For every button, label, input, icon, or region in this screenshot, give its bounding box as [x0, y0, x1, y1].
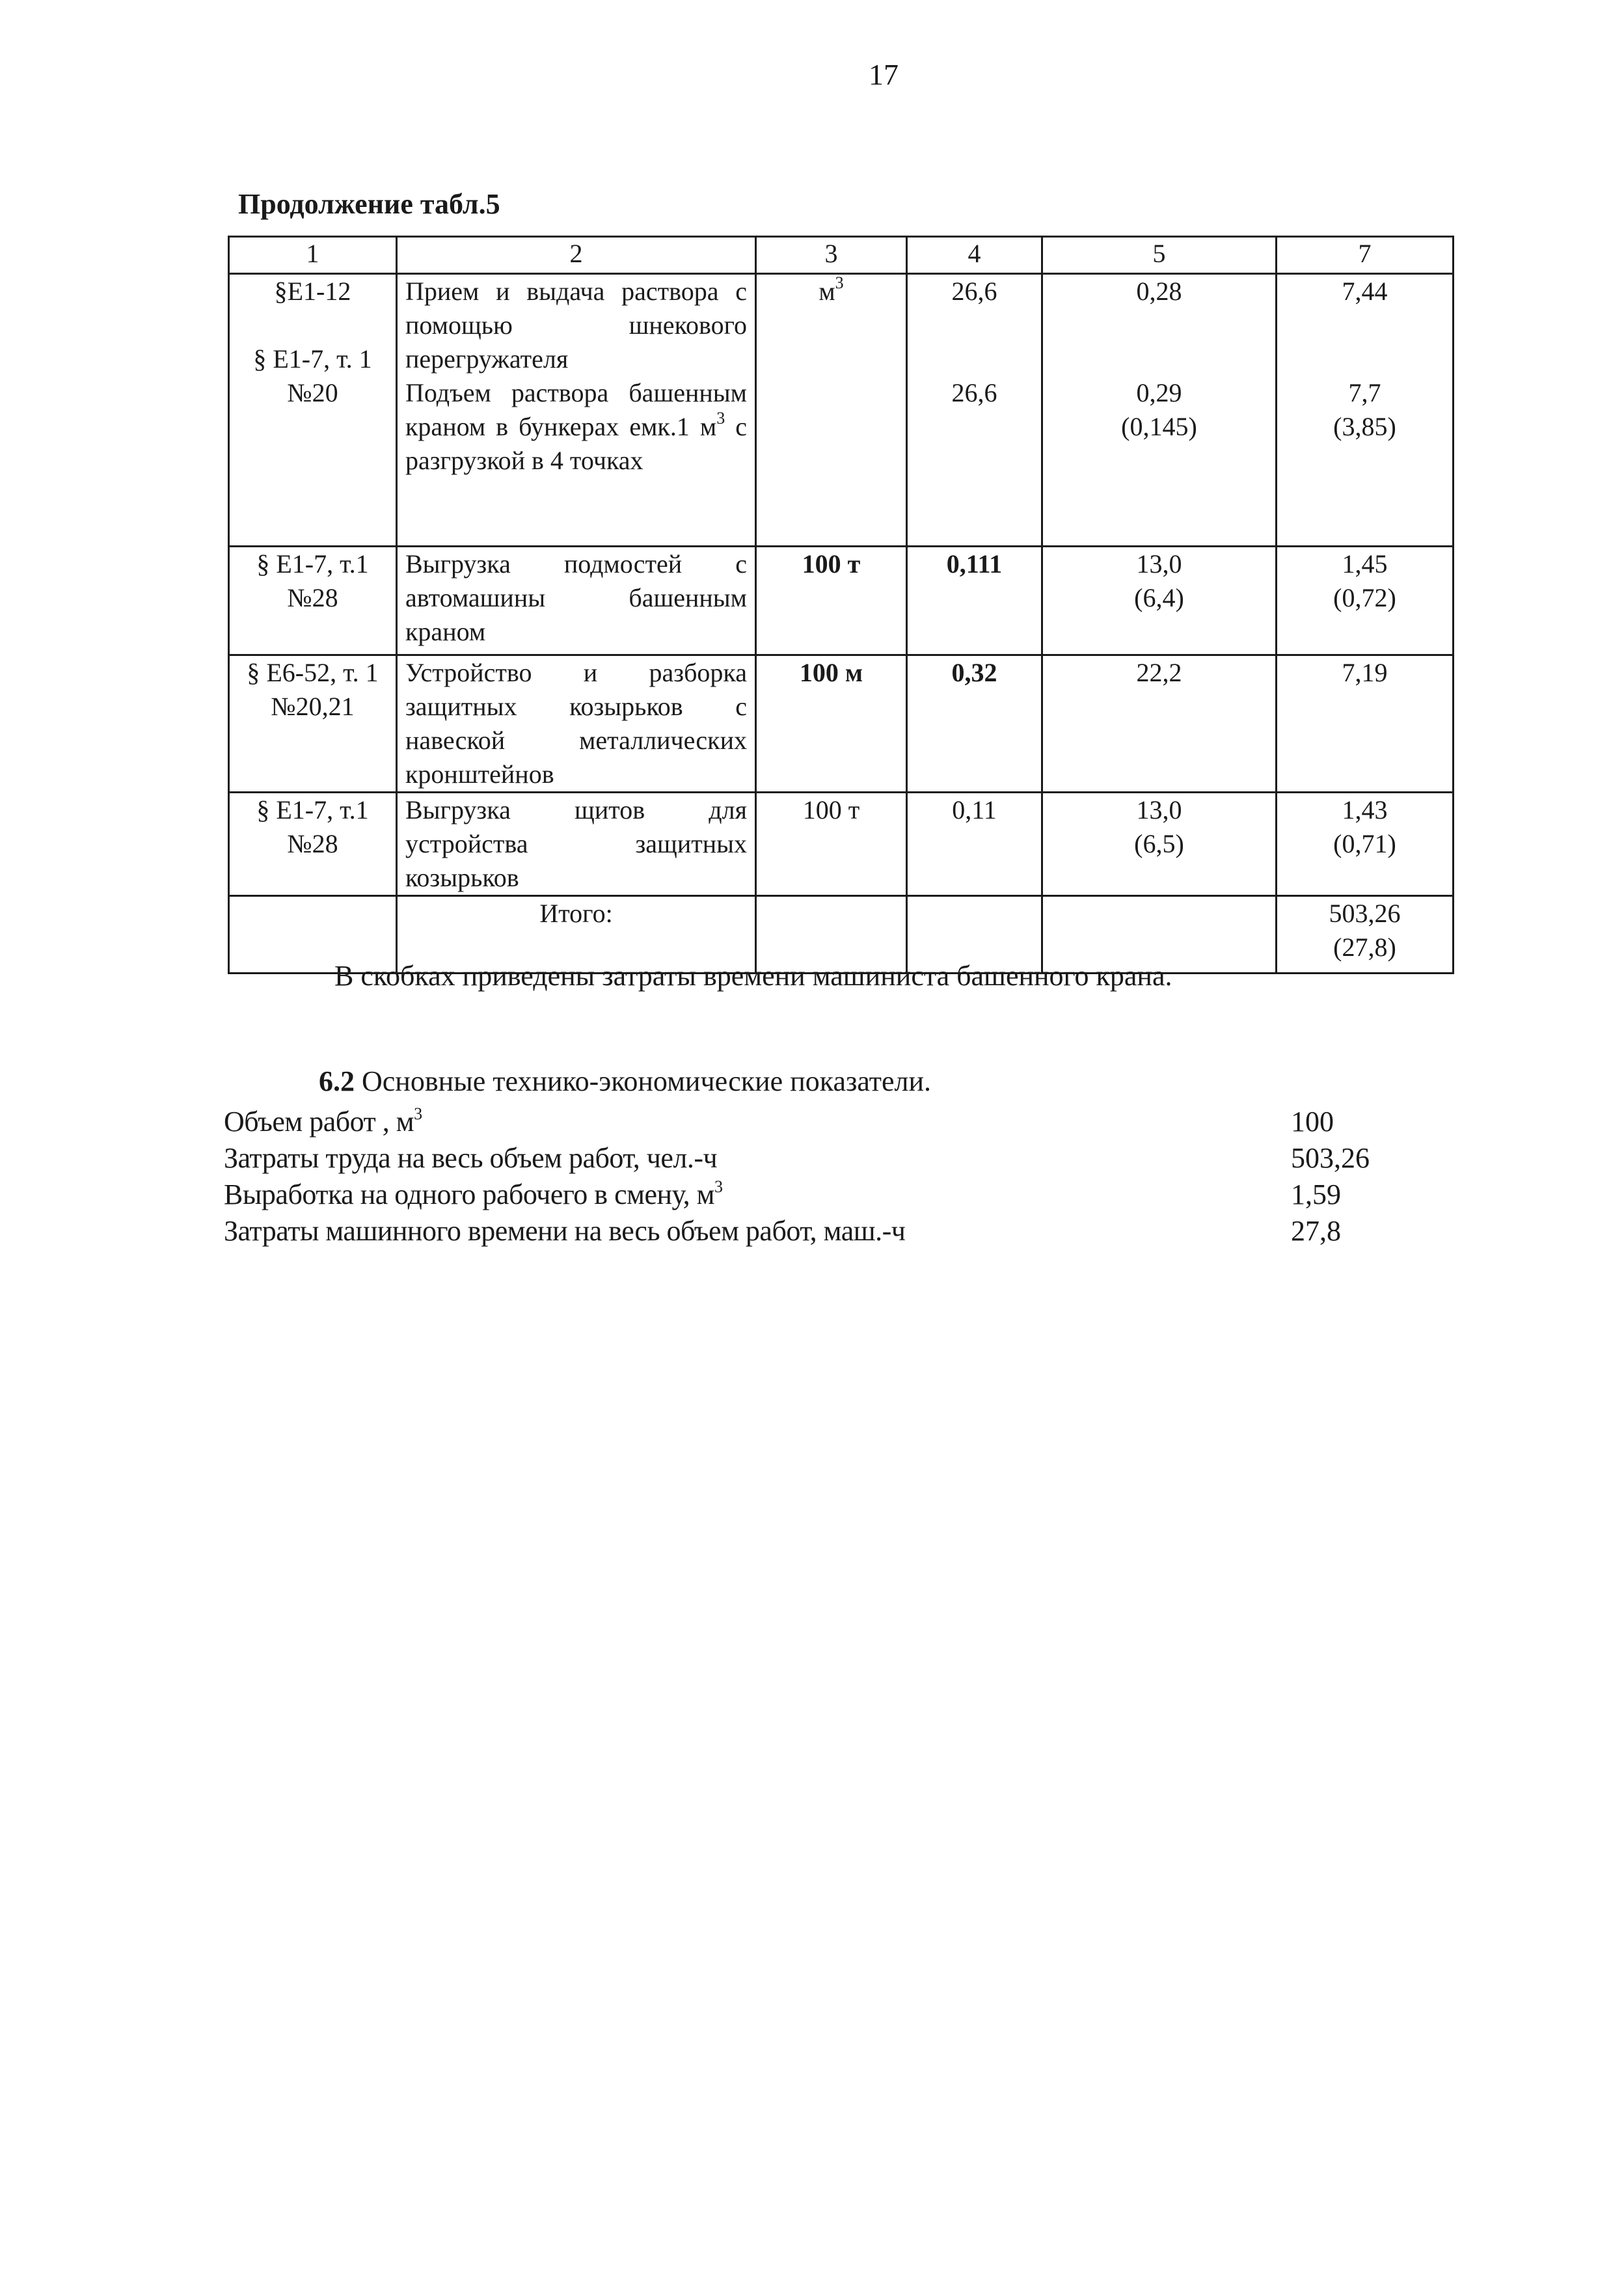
labor-cost: 7,19 [1277, 655, 1454, 793]
section-title: Основные технико-экономические показатели. [355, 1065, 932, 1097]
norm-reference: § Е1-7, т.1 №28 [229, 547, 397, 655]
norm-time: 0,29 [1136, 378, 1182, 407]
norm-time-machinist: (0,145) [1121, 412, 1197, 441]
labor-cost: 1,45 [1342, 549, 1388, 579]
norm-time: 22,2 [1042, 655, 1277, 793]
table-header-row [229, 237, 1454, 274]
indicator-label: Затраты машинного времени на весь объем работ, маш.-ч [224, 1215, 906, 1247]
norm-time: 13,0 [1136, 795, 1182, 825]
labor-cost-cell [1277, 274, 1454, 547]
indicator-label: Затраты труда на весь объем работ, чел.-ч [224, 1142, 718, 1174]
labor-cost-machinist: (0,72) [1333, 583, 1396, 612]
indicator-row [224, 1136, 1395, 1173]
unit: м [819, 277, 835, 306]
labor-cost-machinist: (3,85) [1333, 412, 1396, 441]
indicator-value: 27,8 [1291, 1215, 1341, 1247]
total-value-machinist: (27,8) [1333, 933, 1396, 962]
volume: 0,11 [907, 793, 1042, 896]
indicator-row [224, 1209, 1395, 1246]
volume: 0,111 [907, 547, 1042, 655]
work-description: Выгрузка подмостей с автомашины башенным краном [397, 547, 756, 655]
norm-time-machinist: (6,5) [1134, 829, 1184, 858]
unit: 100 т [756, 547, 907, 655]
work-description: Устройство и разборка защитных козырьков с навеской металлических кронштейнов [397, 655, 756, 793]
norm-reference: § Е1-7, т. 1 №20 [253, 344, 372, 407]
norm-reference: §Е1-12 [274, 277, 351, 306]
unit: 100 т [756, 793, 907, 896]
indicator-value: 100 [1291, 1106, 1334, 1138]
labor-cost: 1,43 [1342, 795, 1388, 825]
norm-time-cell [1042, 793, 1277, 896]
norm-reference-cell [229, 274, 397, 547]
header-cell: 4 [907, 237, 1042, 274]
indicators-list [224, 1100, 1395, 1246]
total-value-cell [1277, 896, 1454, 974]
table-row [229, 793, 1454, 896]
header-cell: 5 [1042, 237, 1277, 274]
work-description: Прием и выдача раствора с помощью шнекового перегружателя [405, 277, 747, 374]
section-number: 6.2 [319, 1065, 355, 1097]
table-row [229, 274, 1454, 547]
volume: 0,32 [907, 655, 1042, 793]
labor-cost-cell [1277, 793, 1454, 896]
indicator-label: Объем работ , $м^3$ [224, 1104, 422, 1138]
volume-cell [907, 274, 1042, 547]
labor-cost-machinist: (0,71) [1333, 829, 1396, 858]
page-number: 17 [869, 58, 899, 91]
norm-reference: § Е1-7, т.1 №28 [229, 793, 397, 896]
header-cell: 2 [397, 237, 756, 274]
work-description-cell [397, 274, 756, 547]
section-heading [319, 1067, 931, 1096]
work-description: Подъем раствора башенным краном в бункерах емк.1 $м^3$ с разгрузкой в 4 точках [405, 378, 747, 475]
indicator-label: Выработка на одного рабочего в смену, $м^3$ [224, 1177, 723, 1210]
header-cell: 1 [229, 237, 397, 274]
indicator-row [224, 1173, 1395, 1209]
volume: 26,6 [951, 277, 997, 306]
total-label: Итого: [397, 896, 756, 974]
total-value: 503,26 [1329, 899, 1401, 928]
labor-cost-table [228, 236, 1454, 974]
labor-cost: 7,44 [1342, 277, 1388, 306]
table-footnote: В скобках приведены затраты времени машиниста башенного крана. [334, 960, 1172, 992]
indicator-value: 503,26 [1291, 1142, 1370, 1174]
labor-cost-cell [1277, 547, 1454, 655]
table-row [229, 547, 1454, 655]
indicator-value: 1,59 [1291, 1179, 1341, 1210]
labor-cost: 7,7 [1348, 378, 1381, 407]
norm-time-cell [1042, 547, 1277, 655]
indicator-row [224, 1100, 1395, 1136]
work-description: Выгрузка щитов для устройства защитных козырьков [397, 793, 756, 896]
unit-cell: $м^3$ [756, 274, 907, 547]
norm-reference: § Е6-52, т. 1 №20,21 [229, 655, 397, 793]
volume: 26,6 [951, 378, 997, 407]
norm-time: 0,28 [1136, 277, 1182, 306]
table-title: Продолжение табл.5 [238, 188, 500, 220]
norm-time-machinist: (6,4) [1134, 583, 1184, 612]
unit: 100 м [756, 655, 907, 793]
header-cell: 7 [1277, 237, 1454, 274]
header-cell: 3 [756, 237, 907, 274]
norm-time-cell [1042, 274, 1277, 547]
table-row [229, 655, 1454, 793]
norm-time: 13,0 [1136, 549, 1182, 579]
